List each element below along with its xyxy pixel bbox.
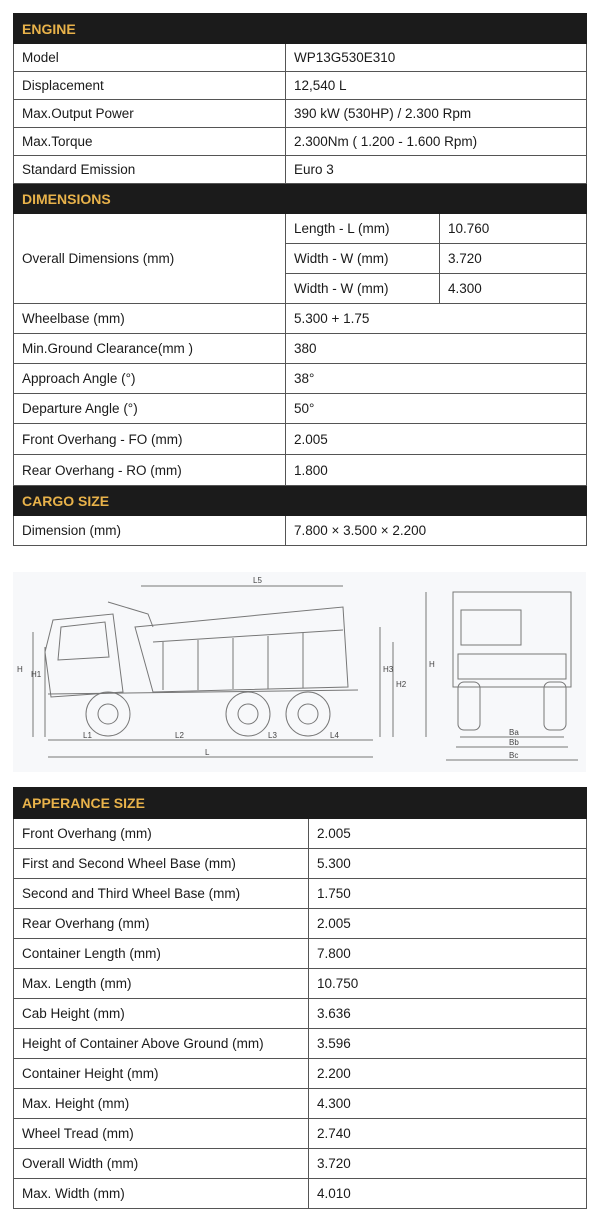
row-value: 12,540 L xyxy=(286,72,587,100)
row-label: Overall Width (mm) xyxy=(14,1149,309,1179)
table-row xyxy=(14,939,587,969)
sub-label: Width - W (mm) xyxy=(286,274,440,304)
table-row xyxy=(14,879,587,909)
engine-header-row xyxy=(14,14,587,44)
row-value: WP13G530E310 xyxy=(286,44,587,72)
dimensions-header-row xyxy=(14,184,587,214)
row-value: 3.636 xyxy=(309,999,587,1029)
appearance-header: APPERANCE SIZE xyxy=(14,788,587,819)
middle-hub xyxy=(238,704,258,724)
row-label: Cab Height (mm) xyxy=(14,999,309,1029)
row-value: 380 xyxy=(286,334,587,364)
table-row xyxy=(14,214,587,244)
dump-body xyxy=(135,607,348,692)
sub-value: 3.720 xyxy=(440,244,587,274)
table-row xyxy=(14,424,587,455)
row-value: 2.740 xyxy=(309,1119,587,1149)
cab xyxy=(45,614,123,697)
table-row xyxy=(14,364,587,394)
body-rib xyxy=(153,630,343,642)
row-value: 7.800 xyxy=(309,939,587,969)
table-row xyxy=(14,1179,587,1209)
spec-table-top xyxy=(13,13,587,546)
row-value: 7.800 × 3.500 × 2.200 xyxy=(286,516,587,546)
row-value: 2.200 xyxy=(309,1059,587,1089)
appearance-table xyxy=(13,787,587,1209)
row-label: Approach Angle (°) xyxy=(14,364,286,394)
front-wheel xyxy=(86,692,130,736)
row-label: Standard Emission xyxy=(14,156,286,184)
row-label: Min.Ground Clearance(mm ) xyxy=(14,334,286,364)
sub-label: Width - W (mm) xyxy=(286,244,440,274)
front-grille xyxy=(458,654,566,679)
table-row xyxy=(14,100,587,128)
row-label: Front Overhang - FO (mm) xyxy=(14,424,286,455)
row-value: 2.005 xyxy=(286,424,587,455)
sub-value: 4.300 xyxy=(440,274,587,304)
row-value: Euro 3 xyxy=(286,156,587,184)
middle-wheel xyxy=(226,692,270,736)
rear-wheel xyxy=(286,692,330,736)
sub-label: Length - L (mm) xyxy=(286,214,440,244)
row-value: 3.720 xyxy=(309,1149,587,1179)
row-value: 4.300 xyxy=(309,1089,587,1119)
overall-dimensions-label: Overall Dimensions (mm) xyxy=(14,214,286,304)
table-row xyxy=(14,819,587,849)
label-front-h: H xyxy=(429,660,435,669)
engine-header: ENGINE xyxy=(14,14,587,44)
row-value: 2.005 xyxy=(309,909,587,939)
row-label: Wheel Tread (mm) xyxy=(14,1119,309,1149)
label-l3: L3 xyxy=(268,731,277,740)
label-bb: Bb xyxy=(509,738,519,747)
dimensions-header: DIMENSIONS xyxy=(14,184,587,214)
front-windshield xyxy=(461,610,521,645)
label-l2: L2 xyxy=(175,731,184,740)
row-value: 2.005 xyxy=(309,819,587,849)
cargo-header-row xyxy=(14,486,587,516)
rear-hub xyxy=(298,704,318,724)
appearance-header-row xyxy=(14,788,587,819)
row-label: Model xyxy=(14,44,286,72)
front-right-wheel xyxy=(544,682,566,730)
label-h3: H3 xyxy=(383,665,394,674)
row-label: Container Length (mm) xyxy=(14,939,309,969)
row-label: Container Height (mm) xyxy=(14,1059,309,1089)
table-row xyxy=(14,1119,587,1149)
cab-guard xyxy=(108,602,153,627)
label-ba: Ba xyxy=(509,728,519,737)
label-l4: L4 xyxy=(330,731,339,740)
row-value: 5.300 + 1.75 xyxy=(286,304,587,334)
label-l: L xyxy=(205,748,210,757)
row-label: Dimension (mm) xyxy=(14,516,286,546)
cab-window xyxy=(58,622,109,660)
table-row xyxy=(14,44,587,72)
row-value: 50° xyxy=(286,394,587,424)
table-row xyxy=(14,516,587,546)
table-row xyxy=(14,156,587,184)
truck-drawing xyxy=(13,572,586,772)
row-value: 4.010 xyxy=(309,1179,587,1209)
table-row xyxy=(14,1089,587,1119)
row-value: 390 kW (530HP) / 2.300 Rpm xyxy=(286,100,587,128)
table-row xyxy=(14,1149,587,1179)
row-value: 5.300 xyxy=(309,849,587,879)
cargo-header: CARGO SIZE xyxy=(14,486,587,516)
row-value: 38° xyxy=(286,364,587,394)
row-label: Departure Angle (°) xyxy=(14,394,286,424)
row-value: 10.750 xyxy=(309,969,587,999)
table-row xyxy=(14,455,587,486)
table-row xyxy=(14,72,587,100)
row-label: Displacement xyxy=(14,72,286,100)
row-label: Front Overhang (mm) xyxy=(14,819,309,849)
label-l1: L1 xyxy=(83,731,92,740)
label-l5: L5 xyxy=(253,576,262,585)
row-value: 1.800 xyxy=(286,455,587,486)
table-row xyxy=(14,969,587,999)
front-left-wheel xyxy=(458,682,480,730)
row-value: 2.300Nm ( 1.200 - 1.600 Rpm) xyxy=(286,128,587,156)
label-bc: Bc xyxy=(509,751,519,760)
row-label: Height of Container Above Ground (mm) xyxy=(14,1029,309,1059)
front-hub xyxy=(98,704,118,724)
truck-drawing-svg xyxy=(13,572,586,772)
table-row xyxy=(14,334,587,364)
table-row xyxy=(14,128,587,156)
table-row xyxy=(14,999,587,1029)
row-label: Max. Length (mm) xyxy=(14,969,309,999)
row-label: First and Second Wheel Base (mm) xyxy=(14,849,309,879)
row-label: Max. Width (mm) xyxy=(14,1179,309,1209)
table-row xyxy=(14,1029,587,1059)
row-value: 3.596 xyxy=(309,1029,587,1059)
front-body xyxy=(453,592,571,687)
table-row xyxy=(14,849,587,879)
row-label: Rear Overhang (mm) xyxy=(14,909,309,939)
label-h2: H2 xyxy=(396,680,407,689)
row-label: Second and Third Wheel Base (mm) xyxy=(14,879,309,909)
table-row xyxy=(14,304,587,334)
row-value: 1.750 xyxy=(309,879,587,909)
row-label: Max. Height (mm) xyxy=(14,1089,309,1119)
table-row xyxy=(14,1059,587,1089)
label-h1: H1 xyxy=(31,670,42,679)
row-label: Max.Torque xyxy=(14,128,286,156)
row-label: Max.Output Power xyxy=(14,100,286,128)
sub-value: 10.760 xyxy=(440,214,587,244)
table-row xyxy=(14,394,587,424)
table-row xyxy=(14,909,587,939)
row-label: Wheelbase (mm) xyxy=(14,304,286,334)
label-h: H xyxy=(17,665,23,674)
row-label: Rear Overhang - RO (mm) xyxy=(14,455,286,486)
